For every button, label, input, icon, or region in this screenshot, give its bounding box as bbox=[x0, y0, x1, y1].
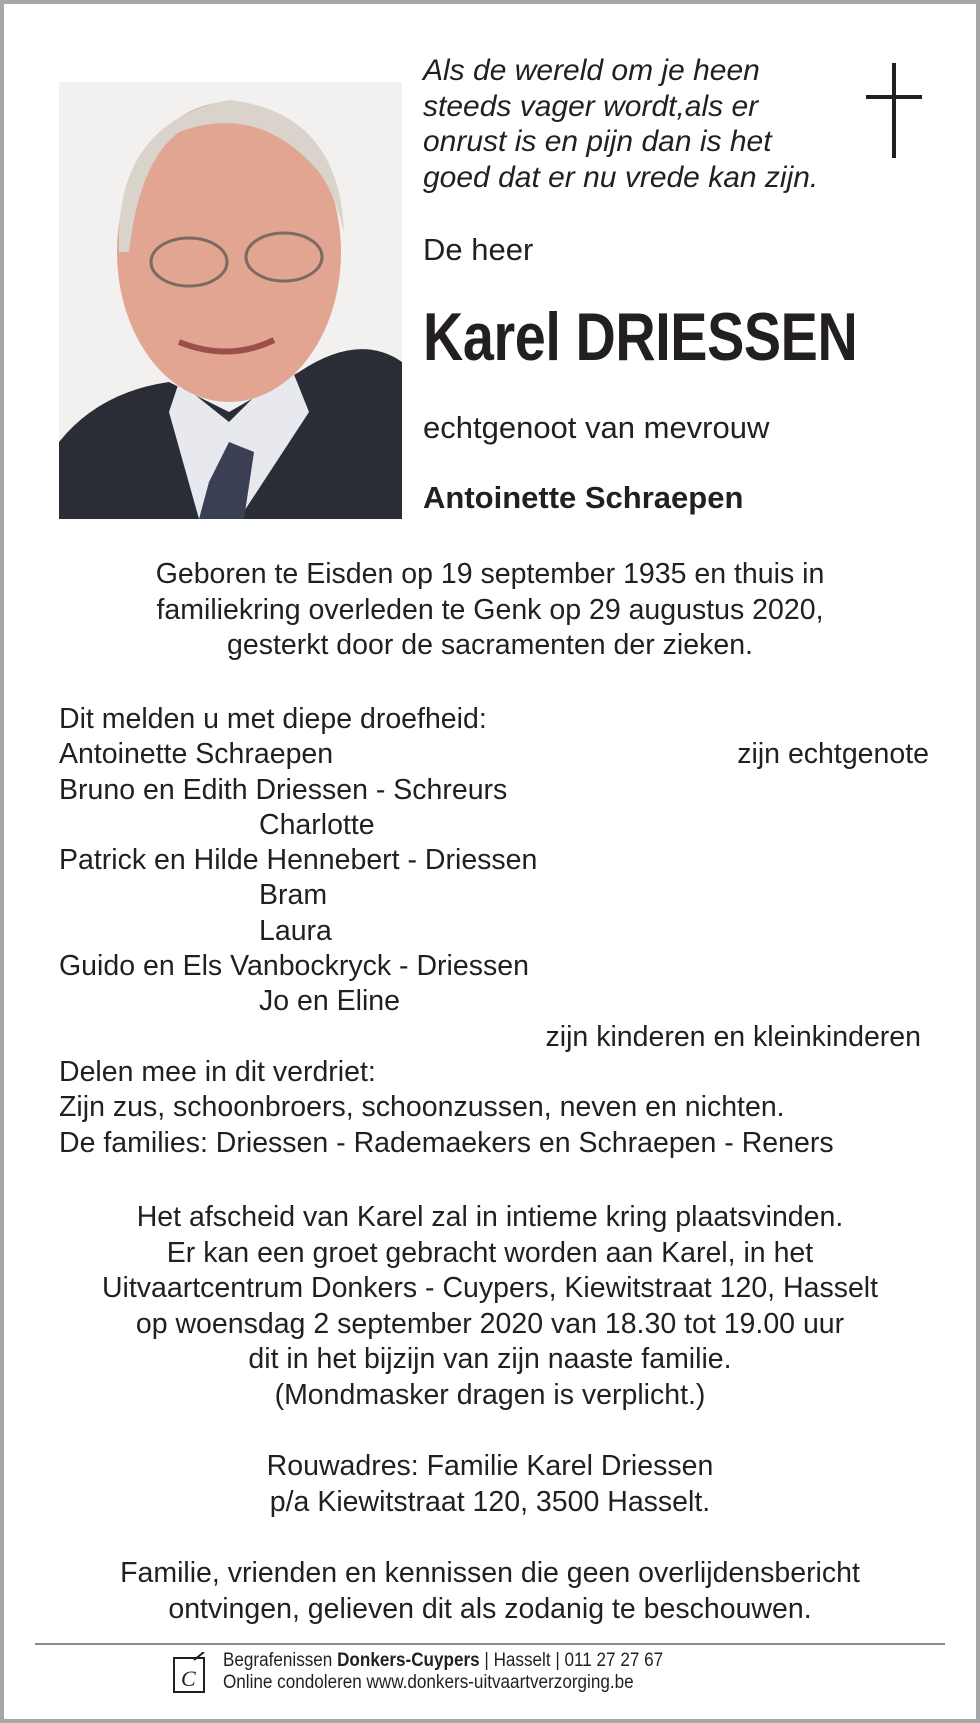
text-line: p/a Kiewitstraat 120, 3500 Hasselt. bbox=[269, 1485, 711, 1518]
list-item: Guido en Els Vanbockryck - Driessen bbox=[59, 950, 529, 983]
text-line: Uitvaartcentrum Donkers - Cuypers, Kiewitstraat 120, Hasselt bbox=[101, 1272, 879, 1304]
list-item: Bruno en Edith Driessen - Schreurs bbox=[59, 773, 508, 806]
footer-text: Online condoleren bbox=[223, 1672, 367, 1693]
poem-line: goed dat er nu vrede kan zijn. bbox=[423, 161, 819, 195]
footer bbox=[223, 1650, 663, 1694]
website-link[interactable]: www.donkers-uitvaartverzorging.be bbox=[366, 1672, 634, 1693]
company-name: Donkers-Cuypers bbox=[337, 1650, 480, 1671]
poem bbox=[423, 53, 818, 196]
role: zijn kinderen en kleinkinderen bbox=[545, 1020, 921, 1053]
title-prefix: De heer bbox=[423, 232, 534, 267]
poem-line: steeds vager wordt,als er bbox=[423, 89, 759, 123]
mourning-address bbox=[0, 1449, 980, 1520]
spouse-name: Antoinette Schraepen bbox=[423, 480, 744, 515]
text-line: (Mondmasker dragen is verplicht.) bbox=[274, 1378, 706, 1411]
list-item bbox=[59, 737, 929, 772]
text-line: Er kan een groet gebracht worden aan Karel, in het bbox=[166, 1236, 814, 1269]
cross-icon bbox=[866, 63, 922, 158]
text-line: ontvingen, gelieven dit als zodanig te beschouwen. bbox=[168, 1592, 812, 1625]
text-line: Het afscheid van Karel zal in intieme kring plaatsvinden. bbox=[136, 1201, 844, 1233]
text-line: gesterkt door de sacramenten der zieken. bbox=[227, 629, 753, 661]
list-item: Patrick en Hilde Hennebert - Driessen bbox=[59, 844, 538, 877]
list-intro: Delen mee in dit verdriet: bbox=[59, 1055, 376, 1088]
list-item: Zijn zus, schoonbroers, schoonzussen, neven en nichten. bbox=[59, 1091, 785, 1124]
poem-line: onrust is en pijn dan is het bbox=[423, 125, 772, 159]
list-intro: Dit melden u met diepe droefheid: bbox=[59, 703, 487, 735]
text-line: Rouwadres: Familie Karel Driessen bbox=[266, 1450, 714, 1482]
spouse: Antoinette Schraepen bbox=[59, 738, 334, 771]
footer-text: Begrafenissen bbox=[223, 1650, 338, 1671]
text-line: Geboren te Eisden op 19 september 1935 en thuis in bbox=[155, 558, 825, 590]
grandchild: Laura bbox=[259, 914, 332, 947]
funeral-home-logo bbox=[172, 1652, 208, 1694]
list-item: De families: Driessen - Rademaekers en Schraepen - Reners bbox=[59, 1126, 834, 1159]
text-line: op woensdag 2 september 2020 van 18.30 tot 19.00 uur bbox=[135, 1307, 845, 1340]
farewell-info bbox=[0, 1200, 980, 1413]
svg-text:C: C bbox=[181, 1666, 196, 1691]
announcers-list bbox=[59, 702, 929, 1161]
role: zijn echtgenote bbox=[737, 738, 929, 771]
portrait-photo bbox=[59, 82, 402, 519]
poem-line: Als de wereld om je heen bbox=[423, 54, 760, 87]
text-line: dit in het bijzijn van zijn naaste familie. bbox=[248, 1343, 732, 1375]
grandchild: Jo en Eline bbox=[259, 985, 401, 1018]
grandchild: Bram bbox=[259, 879, 328, 912]
grandchild: Charlotte bbox=[259, 808, 375, 841]
notice bbox=[0, 1556, 980, 1627]
deceased-name: Karel DRIESSEN bbox=[423, 299, 858, 375]
divider bbox=[35, 1643, 945, 1645]
footer-contact: | Hasselt | 011 27 27 67 bbox=[479, 1650, 664, 1671]
spouse-label: echtgenoot van mevrouw bbox=[423, 410, 770, 445]
text-line: Familie, vrienden en kennissen die geen overlijdensbericht bbox=[120, 1557, 860, 1589]
birth-death-info bbox=[0, 557, 980, 664]
text-line: familiekring overleden te Genk op 29 augustus 2020, bbox=[156, 593, 824, 626]
